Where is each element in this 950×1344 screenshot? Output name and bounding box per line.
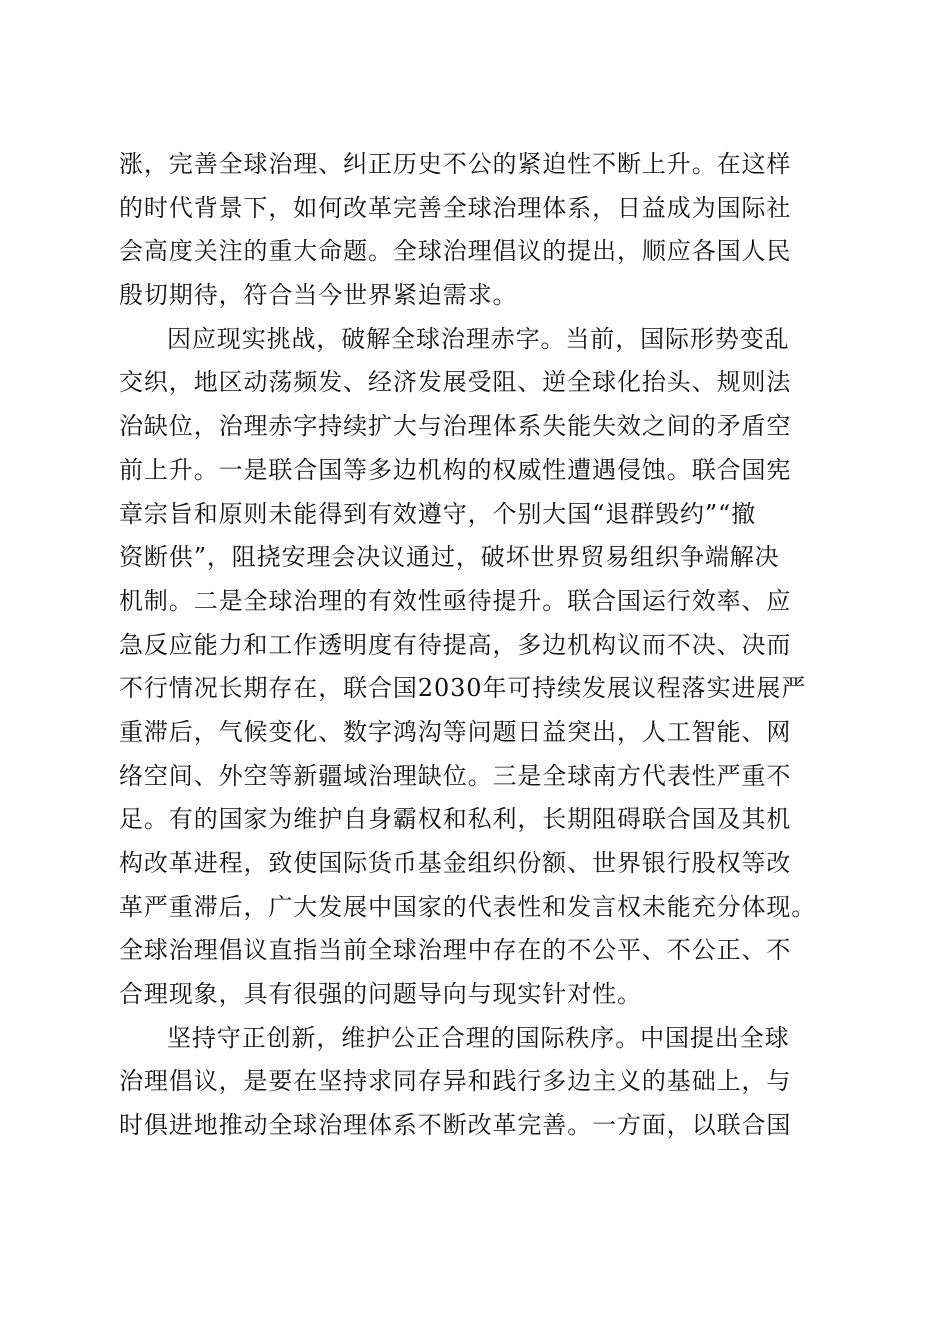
text-line: 治理倡议，是要在坚持求同存异和践行多边主义的基础上，与 xyxy=(119,1067,792,1095)
text-line: 会高度关注的重大命题。全球治理倡议的提出，顺应各国人民 xyxy=(119,237,792,265)
text-line: 足。有的国家为维护自身霸权和私利，长期阻碍联合国及其机 xyxy=(119,805,792,833)
text-line: 交织，地区动荡频发、经济发展受阻、逆全球化抬头、规则法 xyxy=(119,368,792,396)
text-line: 章宗旨和原则未能得到有效遵守，个别大国“退群毁约”“撤 xyxy=(119,500,757,528)
paragraph-start-line: 因应现实挑战，破解全球治理赤字。当前，国际形势变乱 xyxy=(167,325,790,353)
text-line: 涨，完善全球治理、纠正历史不公的紧迫性不断上升。在这样 xyxy=(119,150,792,178)
text-line: 的时代背景下，如何改革完善全球治理体系，日益成为国际社 xyxy=(119,194,792,222)
text-line: 重滞后，气候变化、数字鸿沟等问题日益突出，人工智能、网 xyxy=(119,718,792,746)
text-line: 资断供”，阻挠安理会决议通过，破坏世界贸易组织争端解决 xyxy=(119,543,780,571)
text-line: 治缺位，治理赤字持续扩大与治理体系失能失效之间的矛盾空 xyxy=(119,412,792,440)
text-line: 时俱进地推动全球治理体系不断改革完善。一方面，以联合国 xyxy=(119,1111,792,1139)
paragraph-start-line: 坚持守正创新，维护公正合理的国际秩序。中国提出全球 xyxy=(167,1024,790,1052)
text-line: 合理现象，具有很强的问题导向与现实针对性。 xyxy=(119,980,642,1008)
text-line: 构改革进程，致使国际货币基金组织份额、世界银行股权等改 xyxy=(119,849,792,877)
text-line: 络空间、外空等新疆域治理缺位。三是全球南方代表性严重不 xyxy=(119,762,792,790)
text-line: 全球治理倡议直指当前全球治理中存在的不公平、不公正、不 xyxy=(119,936,792,964)
text-line: 前上升。一是联合国等多边机构的权威性遭遇侵蚀。联合国宪 xyxy=(119,456,792,484)
text-line: 革严重滞后，广大发展中国家的代表性和发言权未能充分体现。 xyxy=(119,893,817,921)
text-line: 不行情况长期存在，联合国2030年可持续发展议程落实进展严 xyxy=(119,674,807,702)
text-line: 急反应能力和工作透明度有待提高，多边机构议而不决、决而 xyxy=(119,631,792,659)
text-line: 机制。二是全球治理的有效性亟待提升。联合国运行效率、应 xyxy=(119,587,792,615)
text-line: 殷切期待，符合当今世界紧迫需求。 xyxy=(119,281,518,309)
